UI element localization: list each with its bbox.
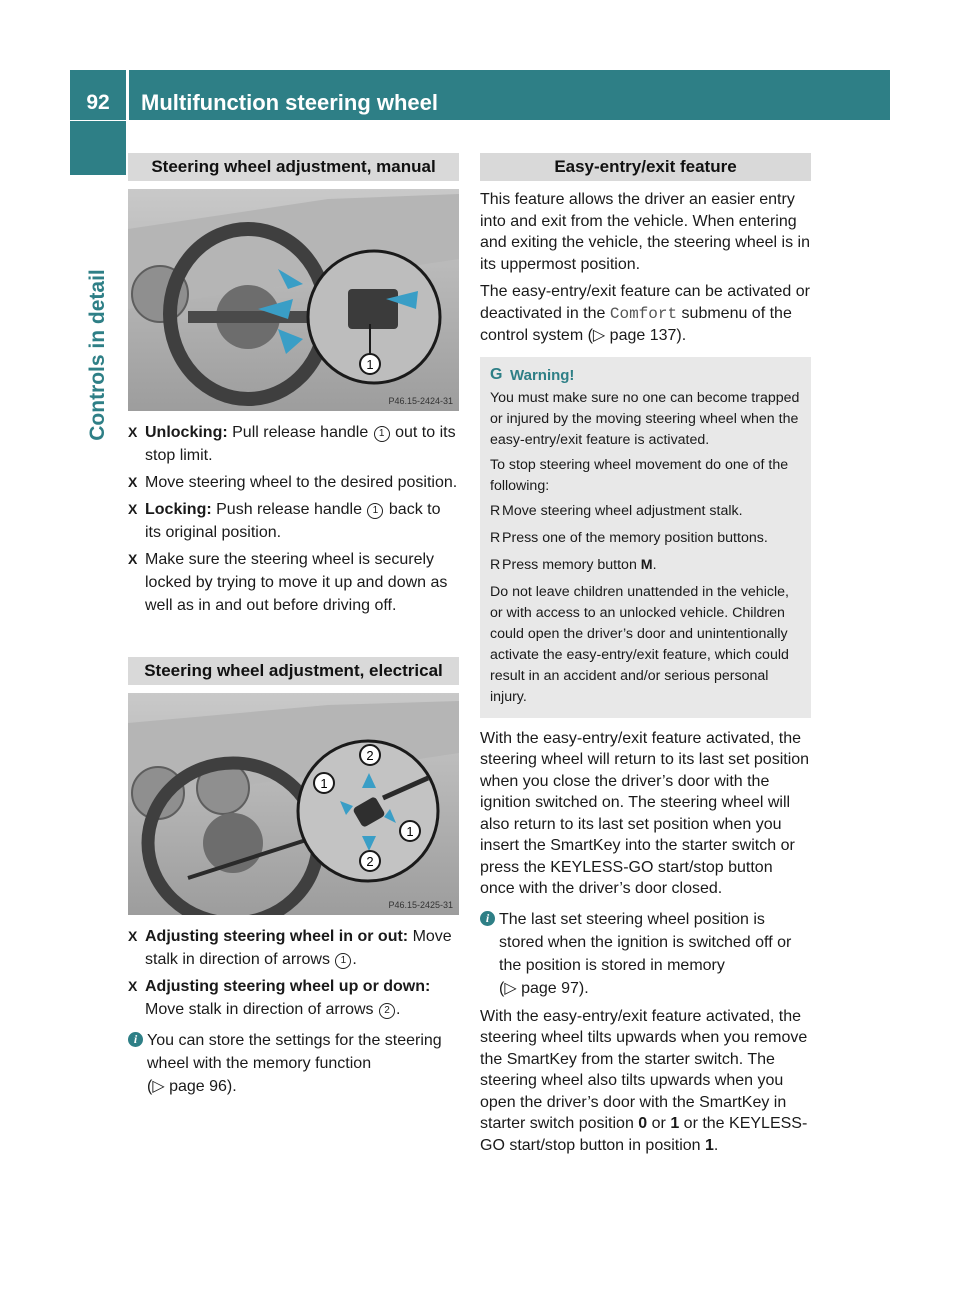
steering-spoke (188, 311, 308, 323)
para-text: With the easy-entry/exit feature activated, the steering wheel tilts upwards when you remove the SmartKey from the starter switch. The steering wheel also tilts upwards when you open the driver’s door with the SmartKey in starter switch position (480, 1007, 808, 1132)
warning-box (480, 357, 811, 718)
callout-2-top-label: 2 (366, 748, 374, 763)
step-marker: X (128, 928, 138, 944)
info-note-stored (480, 908, 811, 1000)
bullet-icon: R (490, 529, 501, 546)
step-locking (128, 498, 459, 544)
page-reference: (▷ page 97). (499, 979, 589, 997)
right-column (480, 153, 811, 1162)
section-heading-electrical: Steering wheel adjustment, electrical (128, 657, 459, 685)
info-text: The last set steering wheel position is stored when the ignition is switched off or the position is stored in memory (499, 910, 792, 974)
warning-text: To stop steering wheel movement do one of the following: (490, 456, 789, 494)
step-move-wheel (128, 471, 459, 494)
info-note-memory (128, 1029, 459, 1098)
section-heading-manual: Steering wheel adjustment, manual (128, 153, 459, 181)
step-text: Make sure the steering wheel is securely locked by trying to move it up and down as well as in and out before driving off. (145, 551, 448, 614)
step-bold: Adjusting steering wheel in or out: (145, 928, 409, 945)
menu-name: Comfort (609, 304, 678, 323)
step-text: back to its original position. (145, 501, 441, 541)
step-marker: X (128, 551, 138, 567)
step-marker: X (128, 424, 138, 440)
bullet-text: . (652, 556, 657, 573)
warning-icon: G (490, 365, 503, 383)
image-label-manual: P46.15-2424-31 (388, 396, 453, 406)
bullet-bold: M (640, 556, 653, 573)
paragraph-activation (480, 281, 811, 347)
step-marker: X (128, 501, 138, 517)
warning-bullet (490, 501, 803, 522)
step-bold: Adjusting steering wheel up or down: (145, 978, 431, 995)
bullet-icon: R (490, 502, 501, 519)
image-label-electrical: P46.15-2425-31 (388, 900, 453, 910)
side-tab-label: Controls in detail (86, 269, 109, 441)
bullet-text: Press one of the memory position buttons. (502, 529, 768, 546)
warning-heading (490, 365, 803, 386)
left-column (128, 153, 459, 1098)
step-marker: X (128, 978, 138, 994)
bullet-text: Move steering wheel adjustment stalk. (502, 502, 743, 519)
para-bold: 0 (638, 1115, 648, 1132)
callout-ref: 1 (367, 503, 383, 519)
paragraph-return-position: With the easy-entry/exit feature activated, the steering wheel will return to its last set position when you close the driver’s door with the ignition switched on. The steering wheel will also return to its last set position when you insert the SmartKey into the starter switch or press the KEYLESS-GO start/stop button once with the driver’s door closed. (480, 729, 810, 897)
page-reference: (▷ page 96). (147, 1078, 237, 1095)
info-text: You can store the settings for the steering wheel with the memory function (147, 1032, 442, 1072)
step-text: Move steering wheel to the desired position. (145, 474, 458, 491)
step-text: . (352, 951, 357, 968)
callout-1-right-label: 1 (406, 824, 414, 839)
section-heading-easy-entry: Easy-entry/exit feature (480, 153, 811, 181)
manual-adjustment-photo (128, 189, 459, 411)
step-bold: Unlocking: (145, 424, 228, 441)
page-title: Multifunction steering wheel (141, 90, 439, 115)
step-text: Pull release handle (227, 424, 373, 441)
paragraph-tilt (480, 1006, 811, 1157)
para-text: or (647, 1115, 671, 1132)
warning-bullet (490, 528, 803, 549)
callout-2-bottom-label: 2 (366, 854, 374, 869)
callout-1-label: 1 (366, 357, 374, 372)
info-icon: i (480, 911, 495, 926)
para-text: The easy-entry/exit feature can be activated or deactivated in the (480, 283, 810, 322)
para-text: submenu of the control system (▷ page 137). (480, 304, 792, 344)
warning-title: Warning! (510, 366, 575, 384)
callout-ref: 1 (374, 426, 390, 442)
step-bold: Locking: (145, 501, 212, 518)
para-bold: 1 (705, 1136, 714, 1154)
electrical-adjustment-photo (128, 693, 459, 915)
step-text: Move stalk in direction of arrows (145, 1001, 378, 1018)
step-marker: X (128, 474, 138, 490)
info-icon: i (128, 1032, 143, 1047)
step-text: . (395, 1001, 401, 1018)
step-up-down (128, 975, 459, 1021)
step-text: Push release handle (211, 501, 367, 518)
page-number: 92 (86, 91, 110, 114)
step-text: out to its stop limit. (145, 424, 456, 464)
callout-ref: 2 (379, 1003, 395, 1019)
paragraph-intro: This feature allows the driver an easier entry into and exit from the vehicle. When entering and exiting the vehicle, the steering wheel is in its uppermost position. (480, 191, 810, 273)
warning-text: You must make sure no one can become trapped or injured by the moving steering wheel when the easy-entry/exit feature is activated. (490, 389, 800, 448)
bullet-icon: R (490, 556, 501, 573)
para-text: . (713, 1136, 719, 1154)
step-unlocking (128, 421, 459, 467)
step-verify-lock (128, 548, 459, 617)
step-in-out (128, 925, 459, 971)
step-text: Move stalk in direction of arrows (145, 928, 452, 968)
callout-ref: 1 (335, 953, 351, 969)
para-bold: 1 (670, 1115, 680, 1132)
para-text: or the KEYLESS-GO start/stop button in position (480, 1115, 808, 1154)
side-tab (70, 175, 126, 535)
release-handle (348, 289, 398, 329)
side-tab-block (70, 121, 126, 175)
warning-bullet (490, 555, 803, 576)
warning-text: Do not leave children unattended in the vehicle, or with access to an unlocked vehicle. Children could open the driver’s door and unintentionally activate the easy-entry/exit feature, which could result in an accident and/or serious personal injury. (490, 583, 789, 705)
bullet-text: Press memory button (502, 556, 641, 573)
header-divider (126, 70, 129, 120)
callout-1-left-label: 1 (320, 776, 328, 791)
